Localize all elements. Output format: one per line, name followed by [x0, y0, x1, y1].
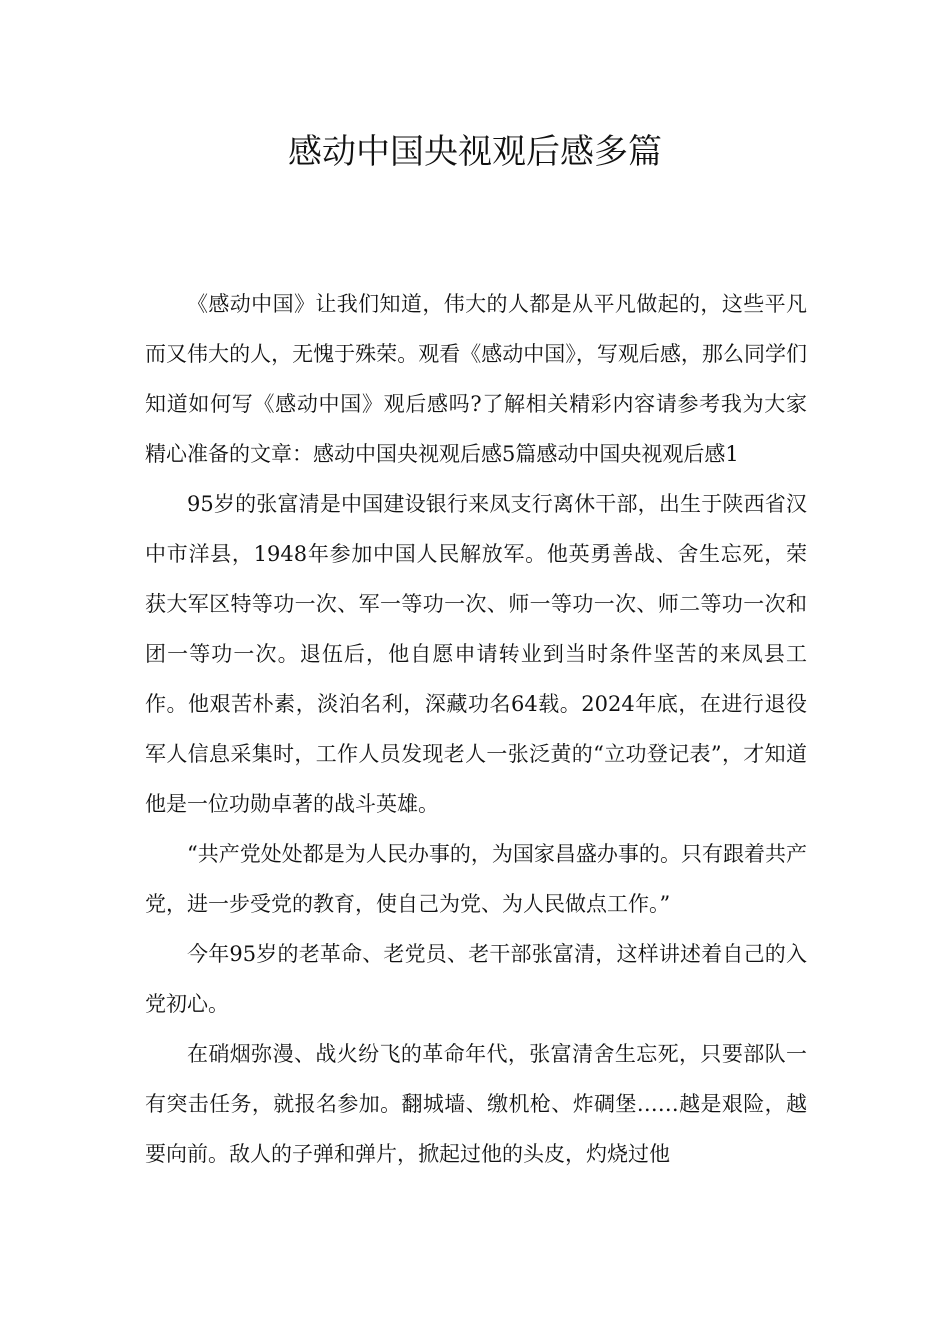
- paragraph-narration: 今年95岁的老革命、老党员、老干部张富清，这样讲述着自己的入党初心。: [145, 942, 807, 1016]
- document-body: [145, 279, 807, 1179]
- paragraph-biography: 95岁的张富清是中国建设银行来凤支行离休干部，出生于陕西省汉中市洋县，1948年参加中国人民解放军。他英勇善战、舍生忘死，荣获大军区特等功一次、军一等功一次、师一等功一次、师二等功一次和团一等功一次。退伍后，他自愿申请转业到当时条件坚苦的来凤县工作。他艰苦朴素，淡泊名利，深藏功名64载。2024年底，在进行退役军人信息采集时，工作人员发现老人一张泛黄的“立功登记表”，才知道他是一位功勋卓著的战斗英雄。: [145, 492, 807, 816]
- document-title: 感动中国央视观后感多篇: [288, 132, 662, 172]
- paragraph-quote: “共产党处处都是为人民办事的，为国家昌盛办事的。只有跟着共产党，进一步受党的教育，使自己为党、为人民做点工作。”: [145, 842, 807, 916]
- paragraph-intro: 《感动中国》让我们知道，伟大的人都是从平凡做起的，这些平凡而又伟大的人，无愧于殊荣。观看《感动中国》，写观后感，那么同学们知道如何写《感动中国》观后感吗?了解相关精彩内容请参考我为大家精心准备的文章：感动中国央视观后感5篇感动中国央视观后感1: [145, 292, 807, 466]
- paragraph-war-years: 在硝烟弥漫、战火纷飞的革命年代，张富清舍生忘死，只要部队一有突击任务，就报名参加。翻城墙、缴机枪、炸碉堡……越是艰险，越要向前。敌人的子弹和弹片，掀起过他的头皮，灼烧过他: [145, 1042, 807, 1166]
